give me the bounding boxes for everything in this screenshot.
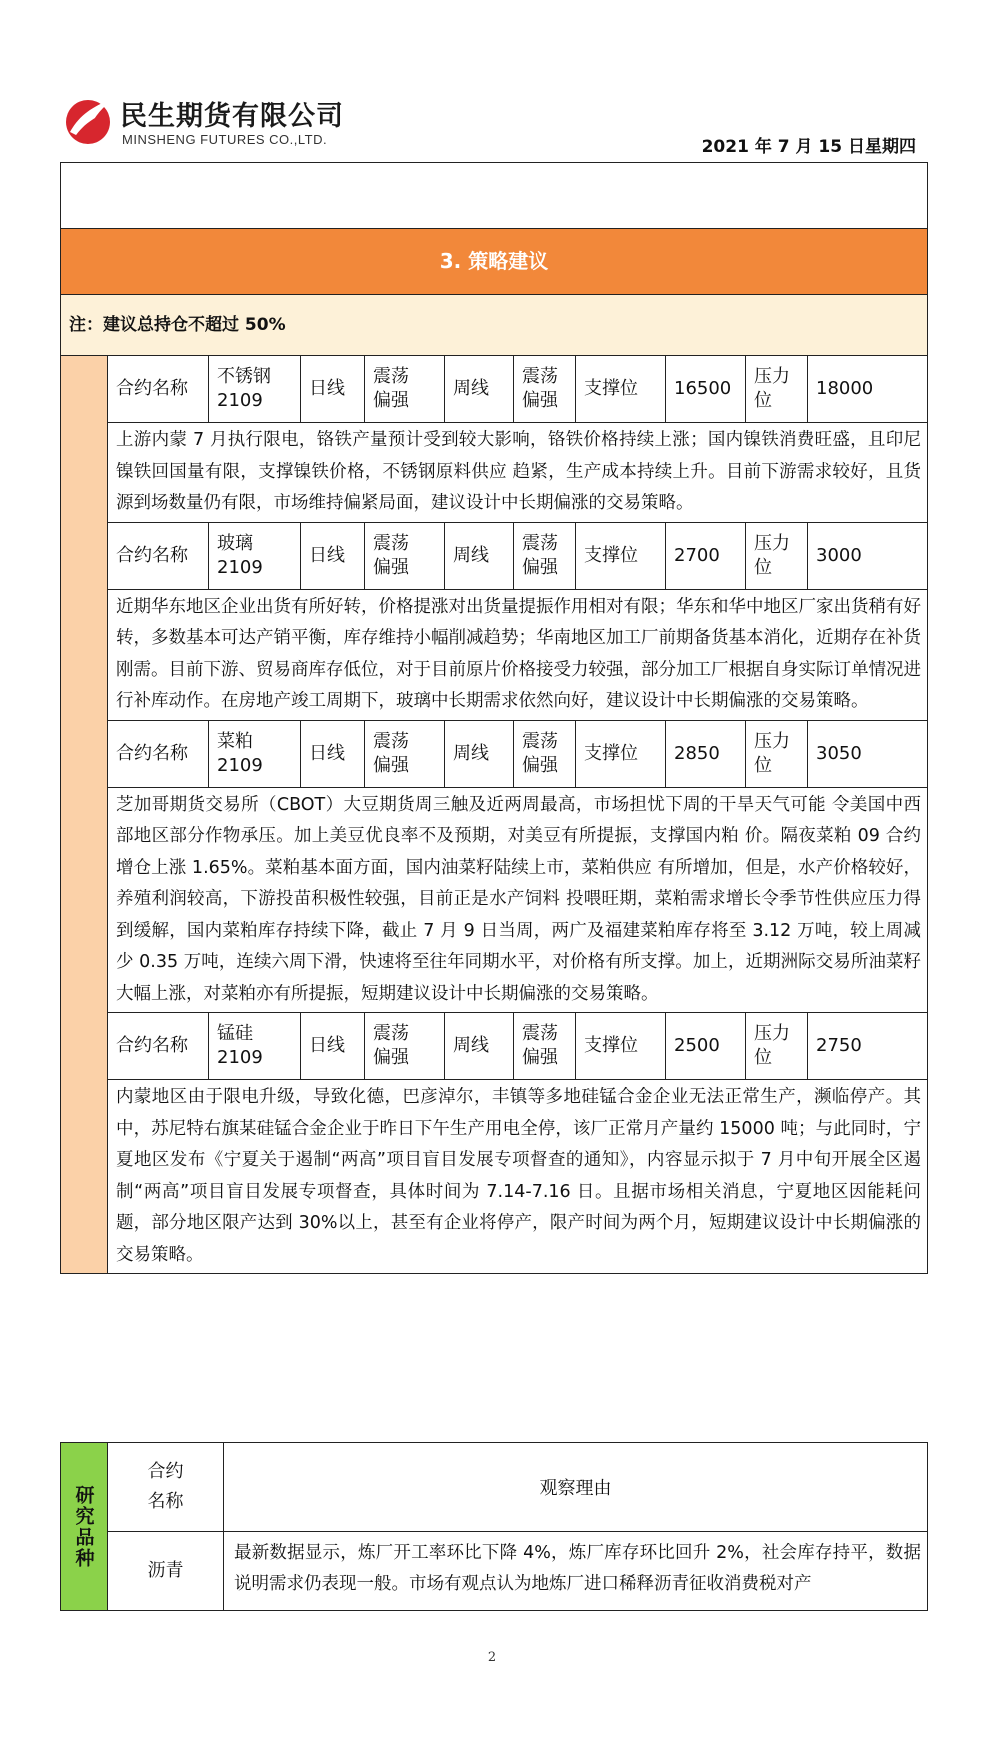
strategy-spec-row [108, 721, 927, 788]
section-title: 3. 策略建议 [61, 229, 927, 295]
label-daily: 日线 [301, 356, 365, 422]
contract-name: 菜粕 2109 [209, 721, 301, 787]
research-contract: 沥青 [108, 1532, 224, 1610]
col-contract-name: 合约 名称 [108, 1443, 224, 1531]
col-reason: 观察理由 [539, 1478, 612, 1499]
support-level: 2700 [666, 523, 746, 589]
label-daily: 日线 [301, 721, 365, 787]
label-support: 支撑位 [576, 721, 666, 787]
daily-trend: 震荡 偏强 [365, 523, 445, 589]
position-note: 注：建议总持仓不超过 50% [61, 295, 927, 356]
strategy-analysis: 芝加哥期货交易所（CBOT）大豆期货周三触及近两周最高，市场担忧下周的干旱天气可能 令美国中西部地区部分作物承压。加上美豆优良率不及预期，对美豆有所提振，支撑国内粕 价。隔夜菜粕 09 合约增仓上涨 1.65%。菜粕基本面方面，国内油菜籽陆续上市，菜粕供应 有所增加，但是，水产价格较好，养殖利润较高，下游投苗积极性较强，目前正是水产饲料 投喂旺期，菜粕需求增长令季节性供应压力得到缓解，国内菜粕库存持续下降，截止 7 月 9 日当周，两广及福建菜粕库存将至 3.12 万吨，较上周减少 0.35 万吨，连续六周下滑，快速将至往年同期水平，对价格有所支撑。加上，近期洲际交易所油菜籽大幅上涨，对菜粕亦有所提振，短期建议设计中长期偏涨的交易策略。 [108, 788, 927, 1014]
company-name-en: MINSHENG FUTURES CO.,LTD. [122, 132, 328, 147]
label-support: 支撑位 [576, 523, 666, 589]
page-number: 2 [487, 1650, 497, 1665]
label-weekly: 周线 [445, 356, 514, 422]
research-table [60, 1442, 928, 1611]
resistance-level: 3050 [816, 742, 862, 764]
research-side-text: 研究品种 [72, 1484, 95, 1569]
label-weekly: 周线 [445, 1013, 514, 1079]
label-weekly: 周线 [445, 523, 514, 589]
label-contract: 合约名称 [108, 1013, 209, 1079]
resistance-level: 2750 [816, 1035, 862, 1056]
strategy-body [61, 356, 927, 1273]
daily-trend: 震荡 偏强 [365, 721, 445, 787]
weekly-trend: 震荡 偏强 [514, 356, 576, 422]
support-level: 2500 [666, 1013, 746, 1079]
label-support: 支撑位 [576, 1013, 666, 1079]
weekly-trend: 震荡 偏强 [514, 523, 576, 589]
weekly-trend: 震荡 偏强 [514, 721, 576, 787]
label-resistance: 压力 位 [746, 721, 808, 787]
contract-name: 锰硅 2109 [209, 1013, 301, 1079]
minsheng-logo-icon [64, 92, 118, 150]
research-side-label [61, 1443, 108, 1610]
label-daily: 日线 [301, 1013, 365, 1079]
resistance-level: 3000 [816, 544, 862, 566]
strategy-analysis: 近期华东地区企业出货有所好转，价格提涨对出货量提振作用相对有限；华东和华中地区厂家出货稍有好转，多数基本可达产销平衡，库存维持小幅削减趋势；华南地区加工厂前期备货基本消化，近期存在补货刚需。目前下游、贸易商库存低位，对于目前原片价格接受力较强，部分加工厂根据自身实际订单情况进行补库动作。在房地产竣工周期下，玻璃中长期需求依然向好，建议设计中长期偏涨的交易策略。 [108, 590, 927, 721]
strategy-spec-row [108, 523, 927, 590]
strategy-spec-row [108, 1013, 927, 1080]
daily-trend: 震荡 偏强 [365, 1013, 445, 1079]
strategy-table [60, 162, 928, 1274]
label-contract: 合约名称 [108, 356, 209, 422]
support-level: 2850 [666, 721, 746, 787]
strategy-spec-row [108, 356, 927, 423]
weekly-trend: 震荡 偏强 [514, 1013, 576, 1079]
strategy-analysis: 上游内蒙 7 月执行限电，铬铁产量预计受到较大影响，铬铁价格持续上涨；国内镍铁消费旺盛，且印尼镍铁回国量有限，支撑镍铁价格，不锈钢原料供应 趋紧，生产成本持续上升。目前下游需求较好，且货源到场数量仍有限，市场维持偏紧局面，建议设计中长期偏涨的交易策略。 [108, 423, 927, 523]
support-level: 16500 [666, 356, 746, 422]
strategy-analysis: 内蒙地区由于限电升级，导致化德，巴彦淖尔，丰镇等多地硅锰合金企业无法正常生产，濒临停产。其中，苏尼特右旗某硅锰合金企业于昨日下午生产用电全停，该厂正常月产量约 15000 吨；与此同时，宁夏地区发布《宁夏关于遏制“两高”项目盲目发展专项督查的通知》，内容显示拟于 7 月中旬开展全区遏制“两高”项目盲目发展专项督查，具体时间为 7.14-7.16 日。且据市场相关消息，宁夏地区因能耗问题，部分地区限产达到 30%以上，甚至有企业将停产，限产时间为两个月，短期建议设计中长期偏涨的交易策略。 [116, 1087, 921, 1265]
strategy-content [108, 356, 927, 1273]
research-reason: 最新数据显示，炼厂开工率环比下降 4%，炼厂库存环比回升 2%，社会库存持平，数据说明需求仍表现一般。市场有观点认为地炼厂进口稀释沥青征收消费税对产 [234, 1543, 921, 1594]
resistance-level: 18000 [816, 378, 874, 399]
label-contract: 合约名称 [108, 721, 209, 787]
research-main [108, 1443, 927, 1610]
blank-row [61, 163, 927, 229]
contract-name: 不锈钢 2109 [209, 356, 301, 422]
label-contract: 合约名称 [108, 523, 209, 589]
company-name-cn: 民生期货有限公司 [120, 101, 344, 132]
label-weekly: 周线 [445, 721, 514, 787]
contract-name: 玻璃 2109 [209, 523, 301, 589]
side-strip [61, 356, 108, 1273]
label-resistance: 压力 位 [746, 1013, 808, 1079]
label-support: 支撑位 [576, 356, 666, 422]
label-resistance: 压力 位 [746, 356, 808, 422]
company-logo [64, 92, 364, 152]
label-daily: 日线 [301, 523, 365, 589]
label-resistance: 压力 位 [746, 523, 808, 589]
daily-trend: 震荡 偏强 [365, 356, 445, 422]
report-date: 2021 年 7 月 15 日星期四 [701, 137, 916, 157]
research-header-row [108, 1443, 927, 1532]
research-row [108, 1532, 927, 1610]
